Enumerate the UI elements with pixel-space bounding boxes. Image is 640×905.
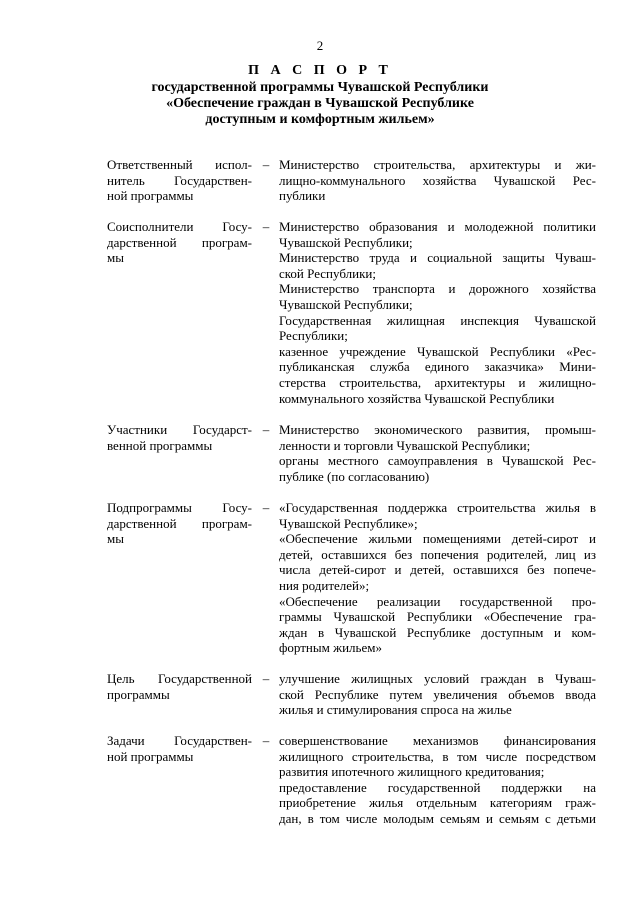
row-label: Соисполнители Госу- дарственной програм- мы [107,219,252,266]
title-line-2: «Обеспечение граждан в Чувашской Республике [166,96,474,111]
title-line-3: доступным и комфортным жильем» [205,112,435,127]
row-value: Министерство строительства, архитектуры и жи- лищно-коммунального хозяйства Чувашской Рес- публики [279,157,596,204]
row-value: совершенствование механизмов финансирования жилищного строительства, в том числе посредством развития ипотечного жилищного кредитования; предоставление государственной поддержки на приобретение жилья отдельным категориям граж- дан, в том числе молодым семьям и семьям с детьми [279,733,596,826]
row-value: Министерство экономического развития, промыш- ленности и торговли Чувашской Республики; органы местного самоуправления в Чувашской Рес- публике (по согласованию) [279,422,596,484]
dash: – [262,219,270,234]
row-value: «Государственная поддержка строительства жилья в Чувашской Республике»; «Обеспечение жильми помещениями детей-сирот и детей, оставшихся без попечения родителей, лиц из числа детей-сирот и детей, оставшихся без попече- ния родителей»; «Обеспечение реализации государственной про- граммы Чувашской Республики «Обеспечение гра- ждан в Чувашской Республике доступным и ком- фортным жильем» [279,500,596,656]
dash: – [262,671,270,686]
row-label: Подпрограммы Госу- дарственной програм- мы [107,500,252,547]
row-label: Ответственный испол- нитель Государствен- ной программы [107,157,252,204]
row-value: улучшение жилищных условий граждан в Чуваш- ской Республике путем увеличения объемов ввода жилья и стимулирования спроса на жилье [279,671,596,718]
document-title: П А С П О Р Т [248,63,392,78]
dash: – [262,157,270,172]
row-label: Задачи Государствен- ной программы [107,733,252,764]
page-number: 2 [316,38,324,53]
title-line-1: государственной программы Чувашской Республики [151,80,489,95]
dash: – [262,422,270,437]
row-value: Министерство образования и молодежной политики Чувашской Республики; Министерство труда и социальной защиты Чуваш- ской Республики; Министерство транспорта и дорожного хозяйства Чувашской Республики; Государственная жилищная инспекция Чувашской Республики; казенное учреждение Чувашской Республики «Рес- публиканская служба единого заказчика» Мини- стерства строительства, архитектуры и жилищно- коммунального хозяйства Чувашской Республики [279,219,596,406]
row-label: Цель Государственной программы [107,671,252,702]
dash: – [262,733,270,748]
row-label: Участники Государст- венной программы [107,422,252,453]
dash: – [262,500,270,515]
